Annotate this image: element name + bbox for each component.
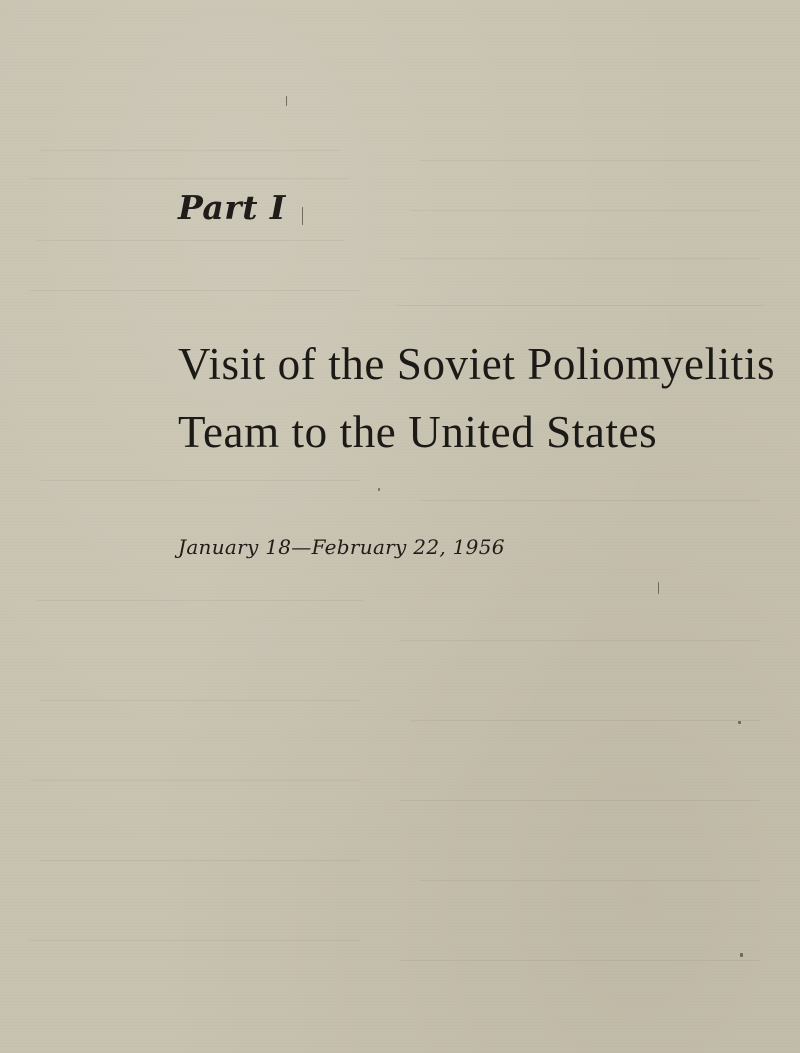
paper-mark xyxy=(378,488,380,491)
part-title: Part I xyxy=(178,188,286,227)
paper-mark xyxy=(286,96,287,106)
document-title xyxy=(178,330,775,466)
title-line-2: Team to the United States xyxy=(178,407,658,457)
paper-mark xyxy=(738,721,741,724)
paper-mark xyxy=(302,207,303,225)
title-line-1: Visit of the Soviet Poliomyelitis xyxy=(178,339,776,389)
date-range: January 18—February 22, 1956 xyxy=(178,535,505,559)
paper-mark xyxy=(658,582,659,594)
paper-mark xyxy=(740,953,743,957)
